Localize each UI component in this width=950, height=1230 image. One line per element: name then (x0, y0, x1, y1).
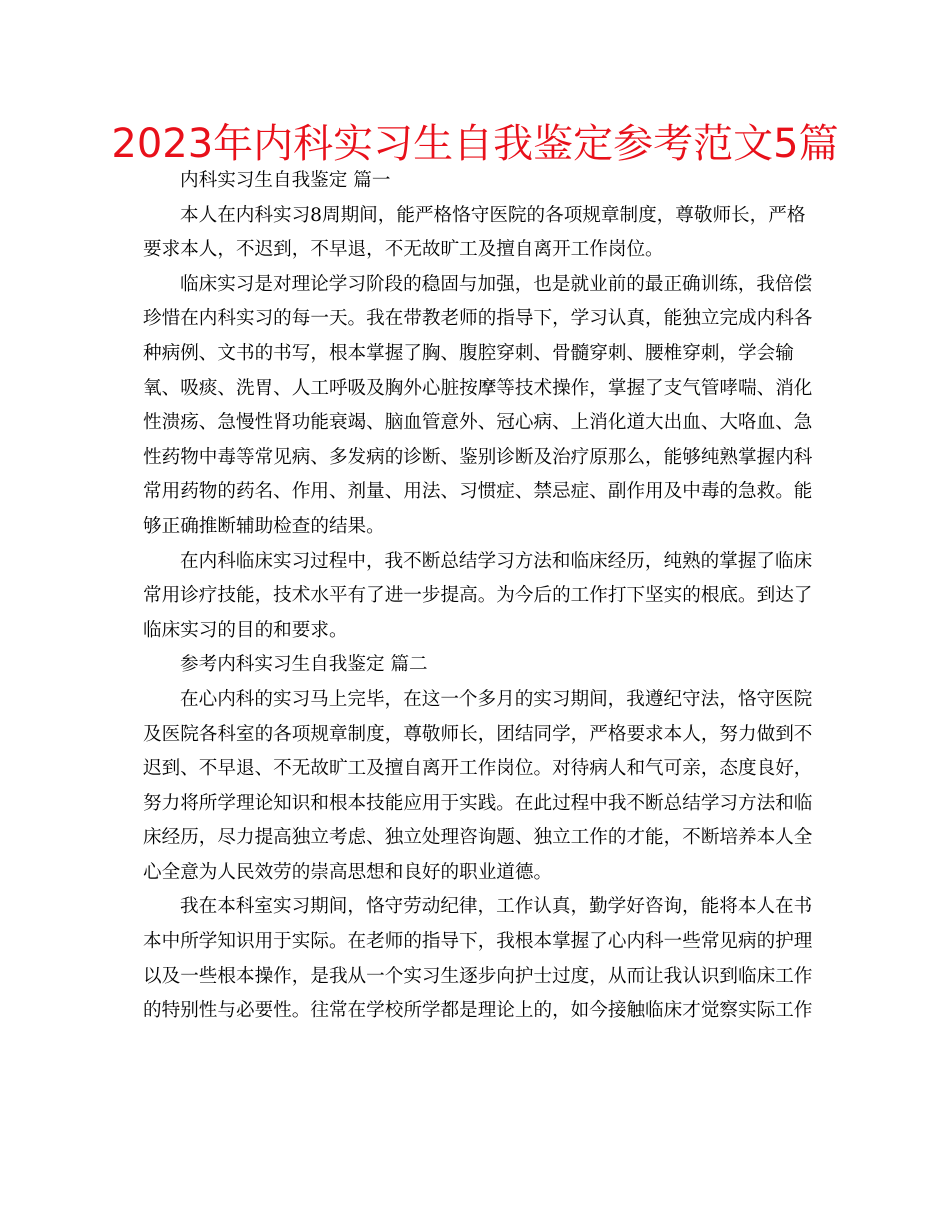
document-title: 2023年内科实习生自我鉴定参考范文5篇 (111, 121, 839, 167)
document-body (143, 164, 818, 1029)
paragraph-line: 我在本科室实习期间，恪守劳动纪律，工作认真，勤学好咨询，能将本人在书 (180, 896, 813, 918)
paragraph-line: 在心内科的实习马上完毕，在这一个多月的实习期间，我遵纪守法，恪守医院 (180, 688, 813, 710)
paragraph-line: 够正确推断辅助检查的结果。 (143, 515, 385, 537)
paragraph-line: 床经历，尽力提高独立考虑、独立处理咨询题、独立工作的才能，不断培养本人全 (143, 827, 813, 849)
paragraph-line: 努力将所学理论知识和根本技能应用于实践。在此过程中我不断总结学习方法和临 (143, 792, 813, 814)
paragraph-line: 及医院各科室的各项规章制度，尊敬师长，团结同学，严格要求本人，努力做到不 (143, 723, 813, 745)
paragraph-line: 常用药物的药名、作用、剂量、用法、习惯症、禁忌症、副作用及中毒的急救。能 (143, 481, 813, 503)
section-heading: 参考内科实习生自我鉴定 篇二 (180, 654, 428, 676)
paragraph-line: 迟到、不早退、不无故旷工及擅自离开工作岗位。对待病人和气可亲，态度良好， (143, 758, 813, 780)
paragraph-line: 心全意为人民效劳的崇高思想和良好的职业道德。 (143, 861, 553, 883)
section-heading: 内科实习生自我鉴定 篇一 (180, 170, 391, 191)
paragraph-line: 以及一些根本操作，是我从一个实习生逐步向护士过度，从而让我认识到临床工作 (143, 965, 813, 987)
paragraph-line: 临床实习是对理论学习阶段的稳固与加强，也是就业前的最正确训练，我倍偿 (180, 273, 813, 295)
paragraph-line: 性溃疡、急慢性肾功能衰竭、脑血管意外、冠心病、上消化道大出血、大咯血、急 (143, 412, 813, 434)
paragraph-line: 本中所学知识用于实际。在老师的指导下，我根本掌握了心内科一些常见病的护理 (143, 931, 813, 953)
paragraph-line: 常用诊疗技能，技术水平有了进一步提高。为今后的工作打下坚实的根底。到达了 (143, 585, 813, 607)
paragraph-line: 珍惜在内科实习的每一天。我在带教老师的指导下，学习认真，能独立完成内科各 (143, 308, 813, 330)
paragraph-line: 氧、吸痰、洗胃、人工呼吸及胸外心脏按摩等技术操作，掌握了支气管哮喘、消化 (143, 377, 813, 399)
paragraph-line: 的特别性与必要性。往常在学校所学都是理论上的，如今接触临床才觉察实际工作 (143, 1000, 813, 1022)
paragraph-line: 种病例、文书的书写，根本掌握了胸、腹腔穿刺、骨髓穿刺、腰椎穿刺，学会输 (143, 342, 794, 364)
paragraph-line: 临床实习的目的和要求。 (143, 619, 348, 641)
paragraph-line: 要求本人，不迟到，不早退，不无故旷工及擅自离开工作岗位。 (143, 239, 664, 261)
paragraph-line: 本人在内科实习8周期间，能严格恪守医院的各项规章制度，尊敬师长，严格 (180, 204, 806, 226)
paragraph-line: 性药物中毒等常见病、多发病的诊断、鉴别诊断及治疗原那么，能够纯熟掌握内科 (143, 446, 813, 468)
paragraph-line: 在内科临床实习过程中，我不断总结学习方法和临床经历，纯熟的掌握了临床 (180, 550, 813, 572)
